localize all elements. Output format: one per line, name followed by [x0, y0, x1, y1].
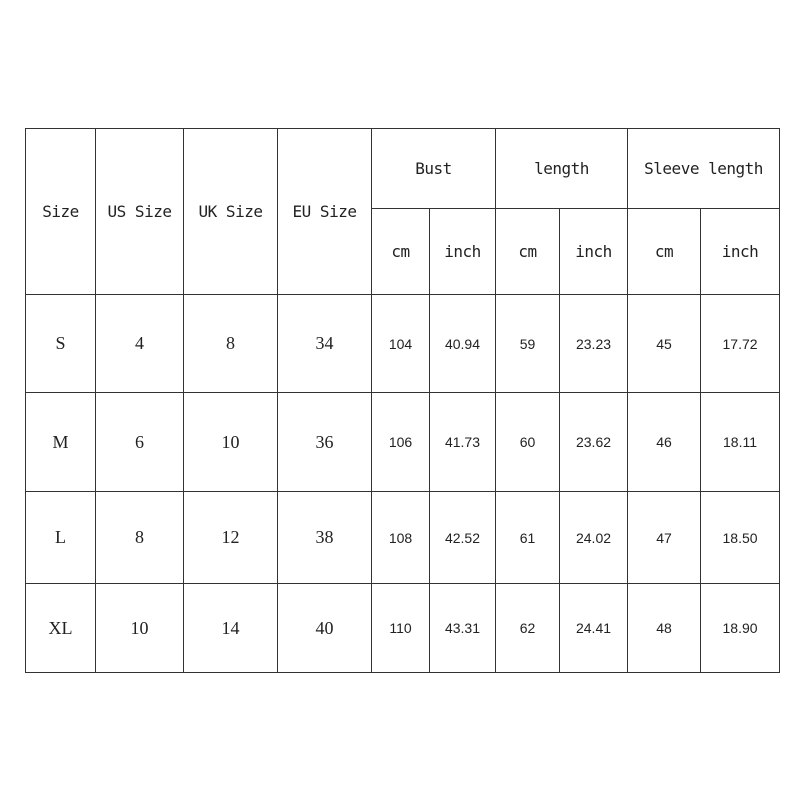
header-size: Size: [26, 129, 96, 295]
header-uk-size: UK Size: [184, 129, 278, 295]
header-eu-size: EU Size: [278, 129, 372, 295]
table-row: [26, 492, 780, 584]
header-length: length: [496, 129, 628, 209]
cell-bust-cm: 106: [372, 393, 430, 492]
cell-eu-size: 38: [278, 492, 372, 584]
cell-sleeve-inch: 18.11: [701, 393, 780, 492]
cell-bust-cm: 110: [372, 584, 430, 673]
cell-us-size: 4: [96, 295, 184, 393]
cell-uk-size: 14: [184, 584, 278, 673]
cell-bust-inch: 42.52: [430, 492, 496, 584]
cell-bust-inch: 40.94: [430, 295, 496, 393]
cell-sleeve-inch: 18.90: [701, 584, 780, 673]
cell-bust-cm: 104: [372, 295, 430, 393]
cell-sleeve-cm: 46: [628, 393, 701, 492]
cell-length-inch: 24.02: [560, 492, 628, 584]
header-bust: Bust: [372, 129, 496, 209]
cell-length-cm: 59: [496, 295, 560, 393]
cell-uk-size: 8: [184, 295, 278, 393]
subheader-sleeve-inch: inch: [701, 209, 780, 295]
cell-sleeve-cm: 47: [628, 492, 701, 584]
cell-sleeve-inch: 17.72: [701, 295, 780, 393]
table-row: [26, 584, 780, 673]
cell-us-size: 8: [96, 492, 184, 584]
cell-length-inch: 23.62: [560, 393, 628, 492]
cell-length-cm: 61: [496, 492, 560, 584]
cell-bust-inch: 43.31: [430, 584, 496, 673]
header-row: [26, 129, 780, 209]
cell-uk-size: 12: [184, 492, 278, 584]
table-row: [26, 393, 780, 492]
cell-length-cm: 62: [496, 584, 560, 673]
cell-length-inch: 23.23: [560, 295, 628, 393]
subheader-bust-cm: cm: [372, 209, 430, 295]
size-chart-table: [25, 128, 780, 673]
subheader-length-inch: inch: [560, 209, 628, 295]
cell-sleeve-inch: 18.50: [701, 492, 780, 584]
cell-sleeve-cm: 48: [628, 584, 701, 673]
cell-length-inch: 24.41: [560, 584, 628, 673]
subheader-bust-inch: inch: [430, 209, 496, 295]
header-sleeve-length: Sleeve length: [628, 129, 780, 209]
cell-eu-size: 36: [278, 393, 372, 492]
cell-bust-inch: 41.73: [430, 393, 496, 492]
header-us-size: US Size: [96, 129, 184, 295]
cell-eu-size: 40: [278, 584, 372, 673]
cell-size: XL: [26, 584, 96, 673]
subheader-sleeve-cm: cm: [628, 209, 701, 295]
cell-size: L: [26, 492, 96, 584]
cell-us-size: 6: [96, 393, 184, 492]
cell-size: S: [26, 295, 96, 393]
cell-length-cm: 60: [496, 393, 560, 492]
table-row: [26, 295, 780, 393]
cell-eu-size: 34: [278, 295, 372, 393]
cell-sleeve-cm: 45: [628, 295, 701, 393]
cell-us-size: 10: [96, 584, 184, 673]
cell-uk-size: 10: [184, 393, 278, 492]
cell-bust-cm: 108: [372, 492, 430, 584]
subheader-length-cm: cm: [496, 209, 560, 295]
cell-size: M: [26, 393, 96, 492]
